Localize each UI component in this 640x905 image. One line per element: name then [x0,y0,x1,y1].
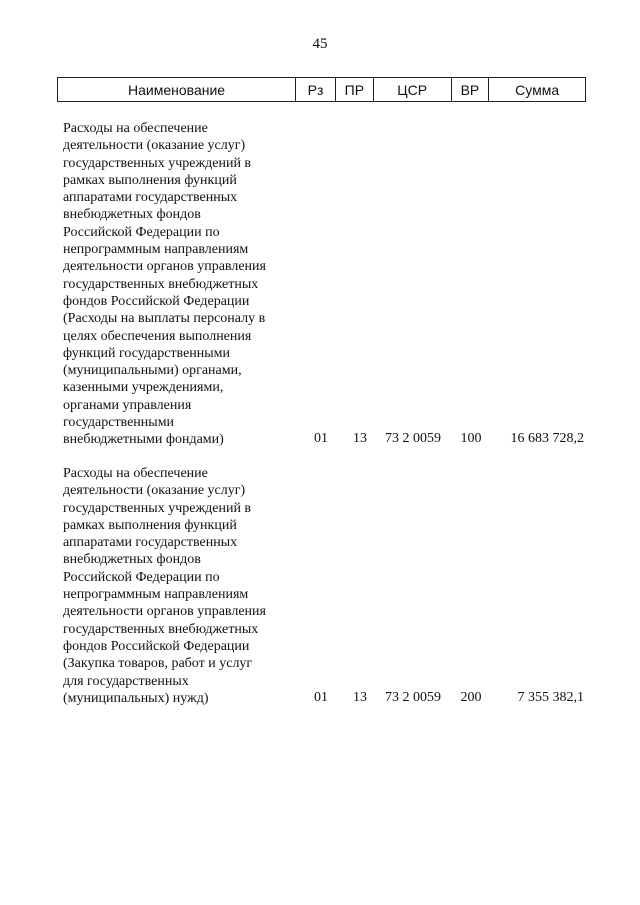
row-sum: 7 355 382,1 [517,690,584,705]
row-csr: 73 2 0059 [385,431,441,446]
row-sum: 16 683 728,2 [510,431,584,446]
header-csr: ЦСР [374,78,452,101]
row-rz: 01 [314,431,328,446]
row-name: Расходы на обеспечение деятельности (оказание услуг) государственных учреждений в рамках выполнения функций аппаратами государственных внебюджетных фондов Российской Федерации по непрограммным направлениям деятельности органов управления государственных внебюджетных фондов Российской Федерации (Расходы на выплаты персоналу в целях обеспечения выполнения функций государственными (муниципальными) органами, казенными учреждениями, органами управления государственными внебюджетными фондами) [63,121,266,448]
table-header [57,77,586,102]
row-vr: 200 [460,690,482,705]
row-pr: 13 [353,431,367,446]
header-pr: ПР [336,78,374,101]
row-pr: 13 [353,690,367,705]
row-name: Расходы на обеспечение деятельности (оказание услуг) государственных учреждений в рамках выполнения функций аппаратами государственных внебюджетных фондов Российской Федерации по непрограммным направлениям деятельности органов управления государственных внебюджетных фондов Российской Федерации (Закупка товаров, работ и услуг для государственных (муниципальных) нужд) [63,466,266,706]
header-vr: ВР [452,78,490,101]
row-vr: 100 [460,431,482,446]
header-name: Наименование [58,78,296,101]
row-rz: 01 [314,690,328,705]
header-sum: Сумма [515,81,560,98]
row-csr: 73 2 0059 [385,690,441,705]
page-number: 45 [312,36,328,52]
header-rz: Рз [296,78,336,101]
